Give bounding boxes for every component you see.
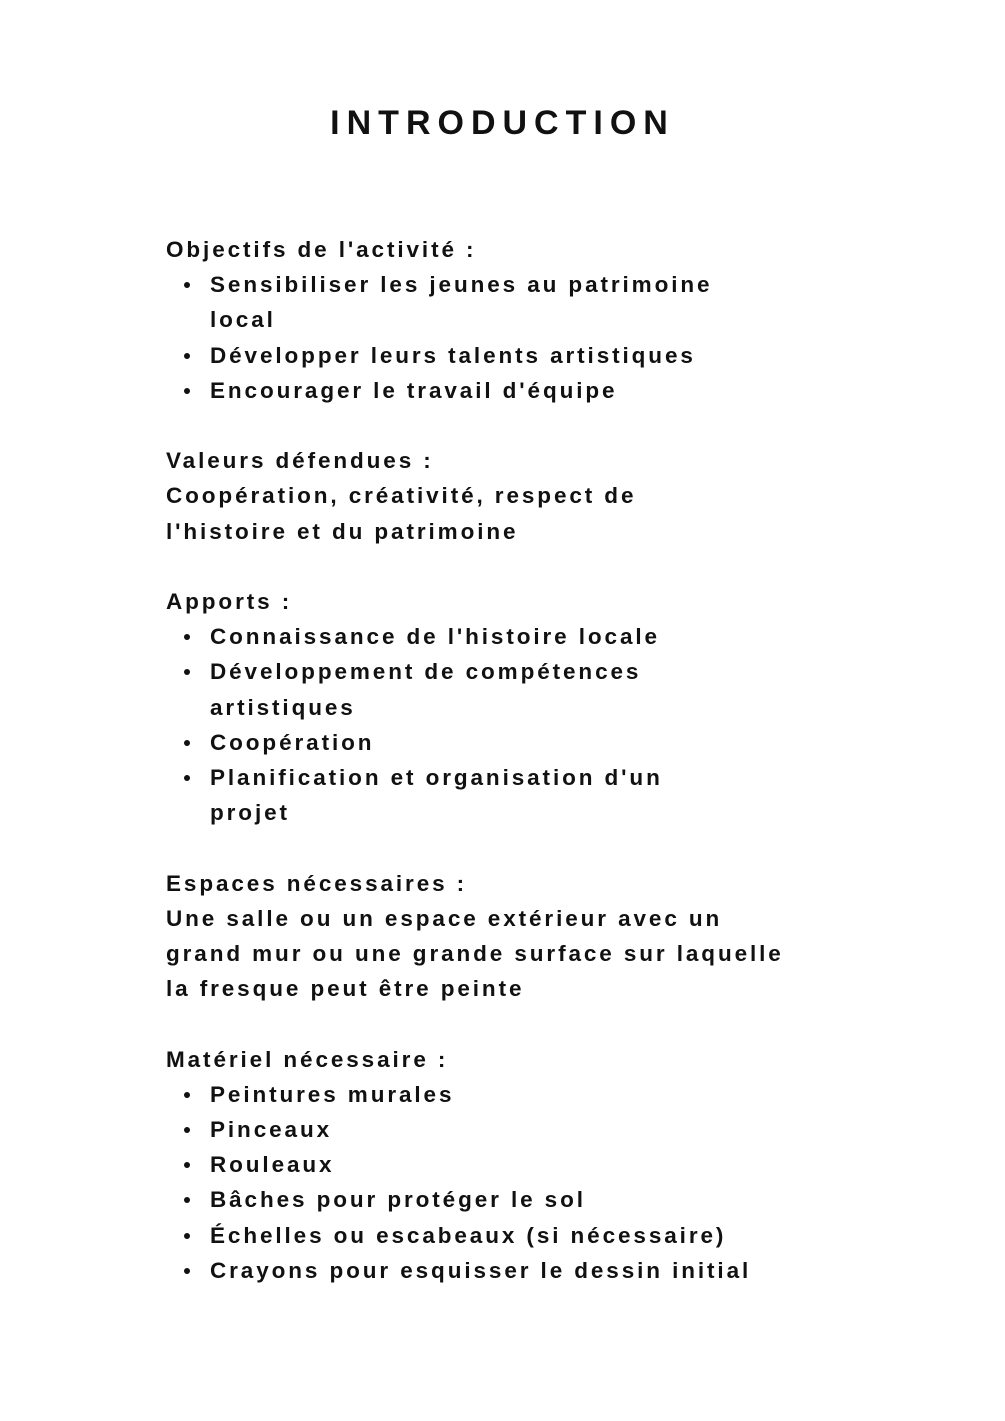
list-item: Connaissance de l'histoire locale bbox=[210, 619, 730, 654]
section-heading: Objectifs de l'activité : bbox=[166, 237, 477, 262]
section-espaces bbox=[166, 866, 786, 1007]
list-item: Encourager le travail d'équipe bbox=[210, 373, 786, 408]
section-apports bbox=[166, 584, 786, 830]
section-materiel bbox=[166, 1042, 786, 1288]
page-title: INTRODUCTION bbox=[330, 104, 675, 142]
list-item: Coopération bbox=[210, 725, 730, 760]
section-heading: Matériel nécessaire : bbox=[166, 1046, 449, 1072]
list-item: Peintures murales bbox=[210, 1077, 790, 1112]
apports-list bbox=[166, 619, 730, 830]
list-item: Rouleaux bbox=[210, 1147, 790, 1182]
list-item: Échelles ou escabeaux (si nécessaire) bbox=[210, 1218, 790, 1253]
section-text: Coopération, créativité, respect de l'histoire et du patrimoine bbox=[166, 483, 637, 544]
list-item: Pinceaux bbox=[210, 1112, 790, 1147]
section-heading: Apports : bbox=[166, 589, 293, 614]
materiel-list bbox=[166, 1077, 790, 1288]
section-valeurs bbox=[166, 443, 786, 549]
list-item: Crayons pour esquisser le dessin initial bbox=[210, 1253, 790, 1288]
list-item: Développement de compétences artistiques bbox=[210, 654, 730, 724]
section-objectifs bbox=[166, 232, 786, 408]
section-heading: Valeurs défendues : bbox=[166, 448, 434, 474]
list-item: Planification et organisation d'un projet bbox=[210, 760, 730, 830]
document-body bbox=[166, 232, 786, 1323]
list-item: Bâches pour protéger le sol bbox=[210, 1182, 790, 1217]
list-item: Sensibiliser les jeunes au patrimoine local bbox=[210, 267, 786, 337]
list-item: Développer leurs talents artistiques bbox=[210, 338, 786, 373]
objectifs-list bbox=[166, 267, 786, 408]
section-text: Une salle ou un espace extérieur avec un grand mur ou une grande surface sur laquelle la fresque peut être peinte bbox=[166, 905, 784, 1002]
section-heading: Espaces nécessaires : bbox=[166, 870, 468, 896]
